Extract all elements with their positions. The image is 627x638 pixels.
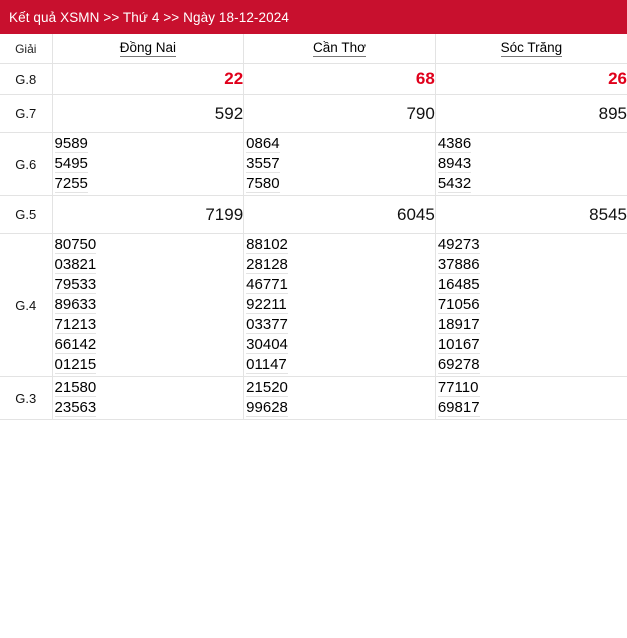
result-number: 28128	[246, 256, 288, 273]
result-group	[435, 234, 627, 377]
result-number: 22	[52, 64, 244, 95]
result-number: 5432	[437, 175, 472, 192]
result-group	[52, 133, 244, 196]
result-number: 3557	[246, 155, 280, 172]
result-number: 4386	[437, 135, 472, 152]
result-group	[52, 377, 244, 420]
result-number: 790	[244, 95, 436, 133]
result-number: 01147	[246, 356, 287, 373]
result-number: 18917	[437, 316, 480, 333]
prize-label: G.7	[0, 95, 52, 133]
result-group	[52, 234, 244, 377]
table-row	[0, 133, 627, 196]
result-number: 71056	[437, 296, 480, 313]
result-group	[244, 133, 436, 196]
result-number: 0864	[246, 135, 280, 152]
result-number: 5495	[54, 155, 88, 172]
column-header-prize: Giải	[0, 34, 52, 64]
result-number: 16485	[437, 276, 480, 293]
province-name-2: Cần Thơ	[313, 40, 366, 55]
table-row	[0, 234, 627, 377]
prize-label: G.6	[0, 133, 52, 196]
result-number: 7199	[52, 196, 244, 234]
table-body	[0, 64, 627, 420]
result-number: 89633	[54, 296, 97, 313]
table-header-row	[0, 34, 627, 64]
result-number: 21580	[54, 379, 97, 396]
result-number: 592	[52, 95, 244, 133]
result-number: 01215	[54, 356, 97, 373]
prize-label: G.4	[0, 234, 52, 377]
page-header	[0, 0, 627, 34]
column-header-province-1	[52, 34, 244, 64]
result-number: 68	[244, 64, 436, 95]
result-number: 23563	[54, 399, 97, 416]
province-name-1: Đồng Nai	[119, 40, 176, 55]
result-number: 7580	[246, 175, 280, 192]
prize-label: G.5	[0, 196, 52, 234]
result-number: 9589	[54, 135, 88, 152]
result-number: 03377	[246, 316, 288, 333]
province-name-3: Sóc Trăng	[500, 40, 563, 55]
result-number: 46771	[246, 276, 288, 293]
result-number: 37886	[437, 256, 480, 273]
result-group	[244, 234, 436, 377]
result-number: 69278	[437, 356, 480, 373]
prize-label: G.8	[0, 64, 52, 95]
result-group	[435, 377, 627, 420]
result-number: 88102	[246, 236, 288, 253]
result-number: 77110	[437, 379, 479, 396]
result-number: 03821	[54, 256, 97, 273]
result-number: 895	[435, 95, 627, 133]
result-number: 26	[435, 64, 627, 95]
result-group	[244, 377, 436, 420]
result-number: 66142	[54, 336, 97, 353]
result-number: 10167	[437, 336, 480, 353]
table-row	[0, 64, 627, 95]
lottery-results-table	[0, 34, 627, 420]
result-number: 69817	[437, 399, 480, 416]
result-number: 92211	[246, 296, 287, 313]
result-number: 7255	[54, 175, 88, 192]
result-number: 8545	[435, 196, 627, 234]
result-number: 71213	[54, 316, 97, 333]
result-number: 8943	[437, 155, 472, 172]
column-header-province-2	[244, 34, 436, 64]
table-row	[0, 95, 627, 133]
prize-label: G.3	[0, 377, 52, 420]
result-number: 21520	[246, 379, 288, 396]
page-title: Kết quả XSMN >> Thứ 4 >> Ngày 18-12-2024	[9, 9, 289, 25]
result-number: 79533	[54, 276, 97, 293]
result-number: 99628	[246, 399, 288, 416]
result-number: 49273	[437, 236, 480, 253]
result-number: 80750	[54, 236, 97, 253]
result-number: 6045	[244, 196, 436, 234]
table-row	[0, 377, 627, 420]
result-number: 30404	[246, 336, 288, 353]
column-header-province-3	[435, 34, 627, 64]
table-row	[0, 196, 627, 234]
result-group	[435, 133, 627, 196]
